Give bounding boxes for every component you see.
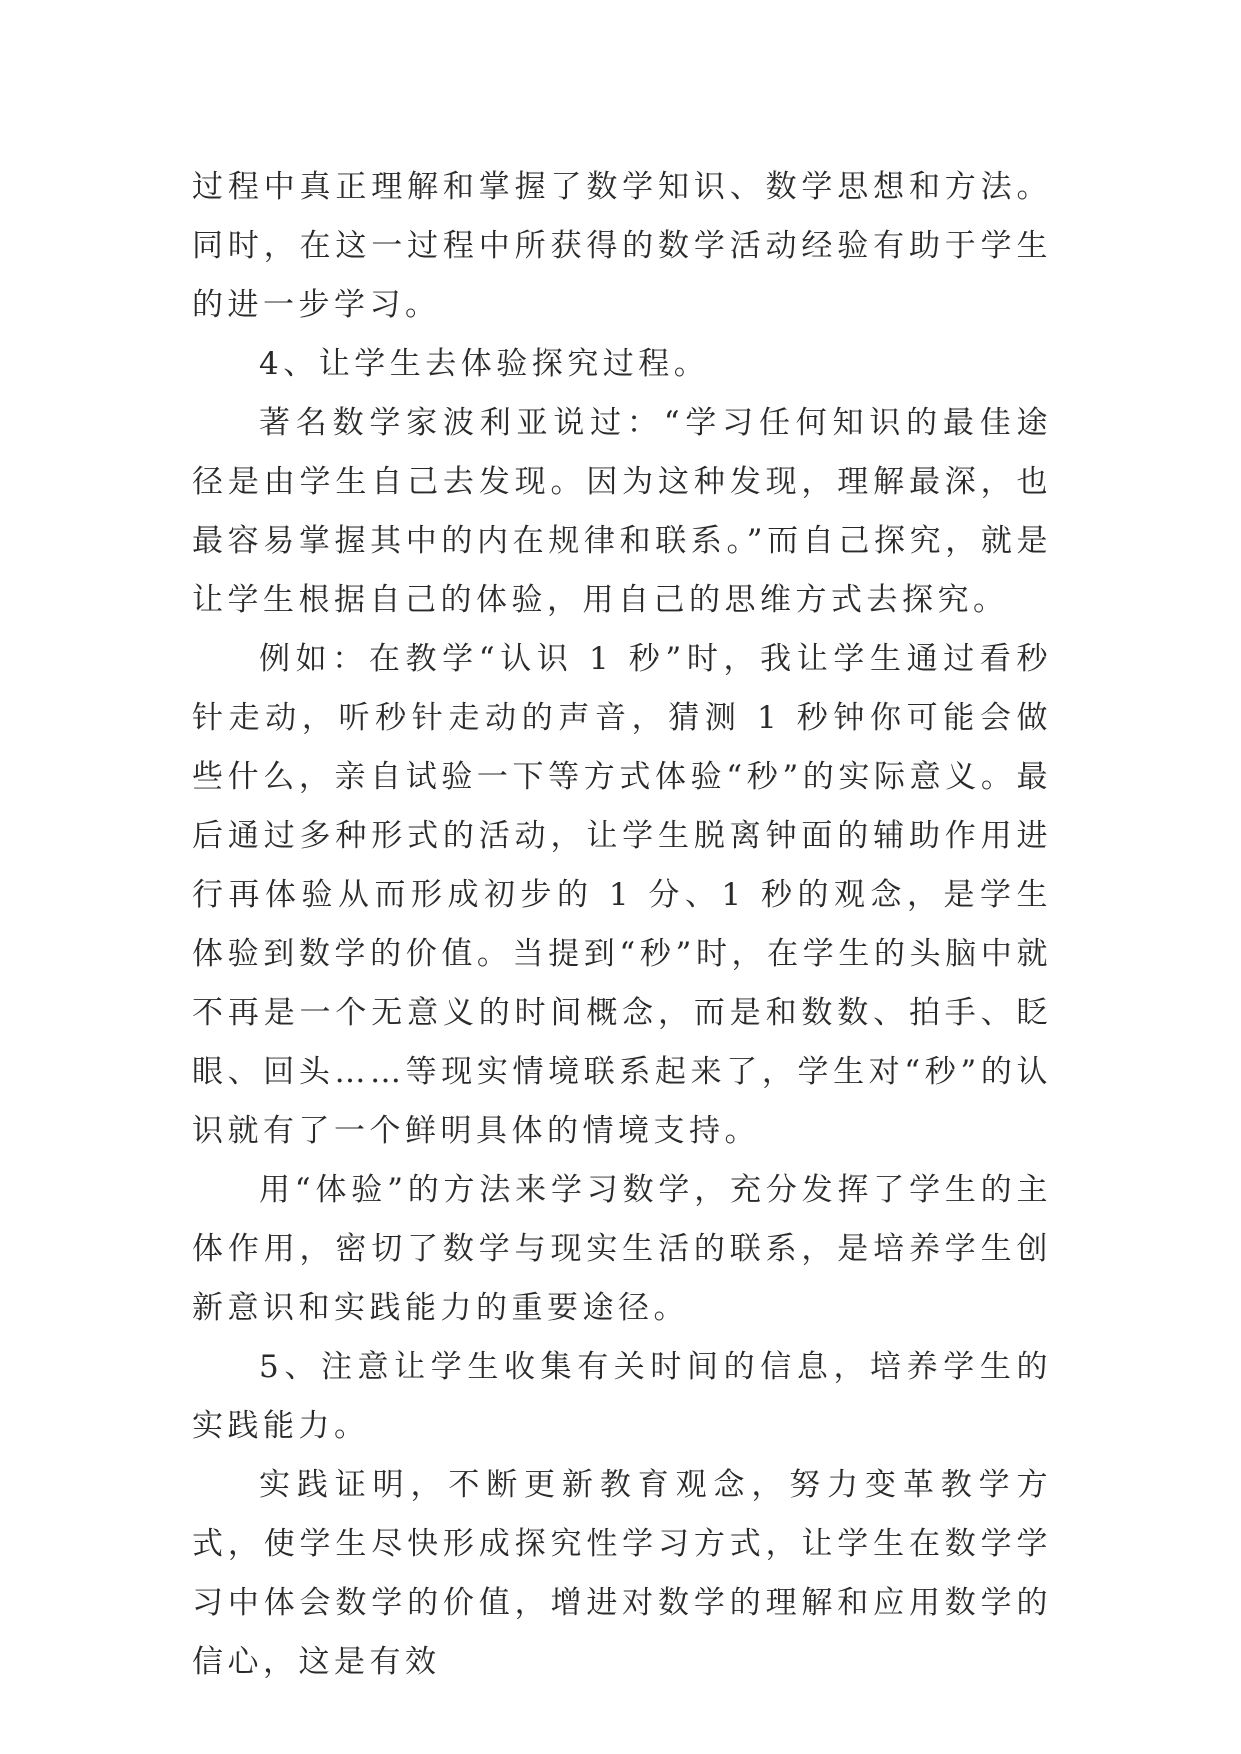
paragraph-heading-5: 5、注意让学生收集有关时间的信息，培养学生的实践能力。	[192, 1349, 1052, 1444]
paragraph-polya-quote: 著名数学家波利亚说过：“学习任何知识的最佳途径是由学生自己去发现。因为这种发现，理解最深，也最容易掌握其中的内在规律和联系。”而自己探究，就是让学生根据自己的体验，用自己的思维方式去探究。	[192, 405, 1052, 618]
paragraph-practice-conclusion: 实践证明，不断更新教育观念，努力变革教学方式，使学生尽快形成探究性学习方式，让学生在数学学习中体会数学的价值，增进对数学的理解和应用数学的信心，这是有效	[192, 1467, 1052, 1680]
paragraph-continuation: 过程中真正理解和掌握了数学知识、数学思想和方法。同时，在这一过程中所获得的数学活动经验有助于学生的进一步学习。	[192, 169, 1052, 323]
paragraph-heading-4: 4、让学生去体验探究过程。	[259, 346, 710, 382]
document-body	[192, 158, 1052, 1692]
paragraph-experience-method: 用“体验”的方法来学习数学，充分发挥了学生的主体作用，密切了数学与现实生活的联系，是培养学生创新意识和实践能力的重要途径。	[192, 1172, 1052, 1326]
paragraph-example-one-second: 例如：在教学“认识 1 秒”时，我让学生通过看秒针走动，听秒针走动的声音，猜测 1 秒钟你可能会做些什么，亲自试验一下等方式体验“秒”的实际意义。最后通过多种形式的活动，让学生脱离钟面的辅助作用进行再体验从而形成初步的 1 分、1 秒的观念，是学生体验到数学的价值。当提到“秒”时，在学生的头脑中就不再是一个无意义的时间概念，而是和数数、拍手、眨眼、回头……等现实情境联系起来了，学生对“秒”的认识就有了一个鲜明具体的情境支持。	[192, 641, 1052, 1149]
